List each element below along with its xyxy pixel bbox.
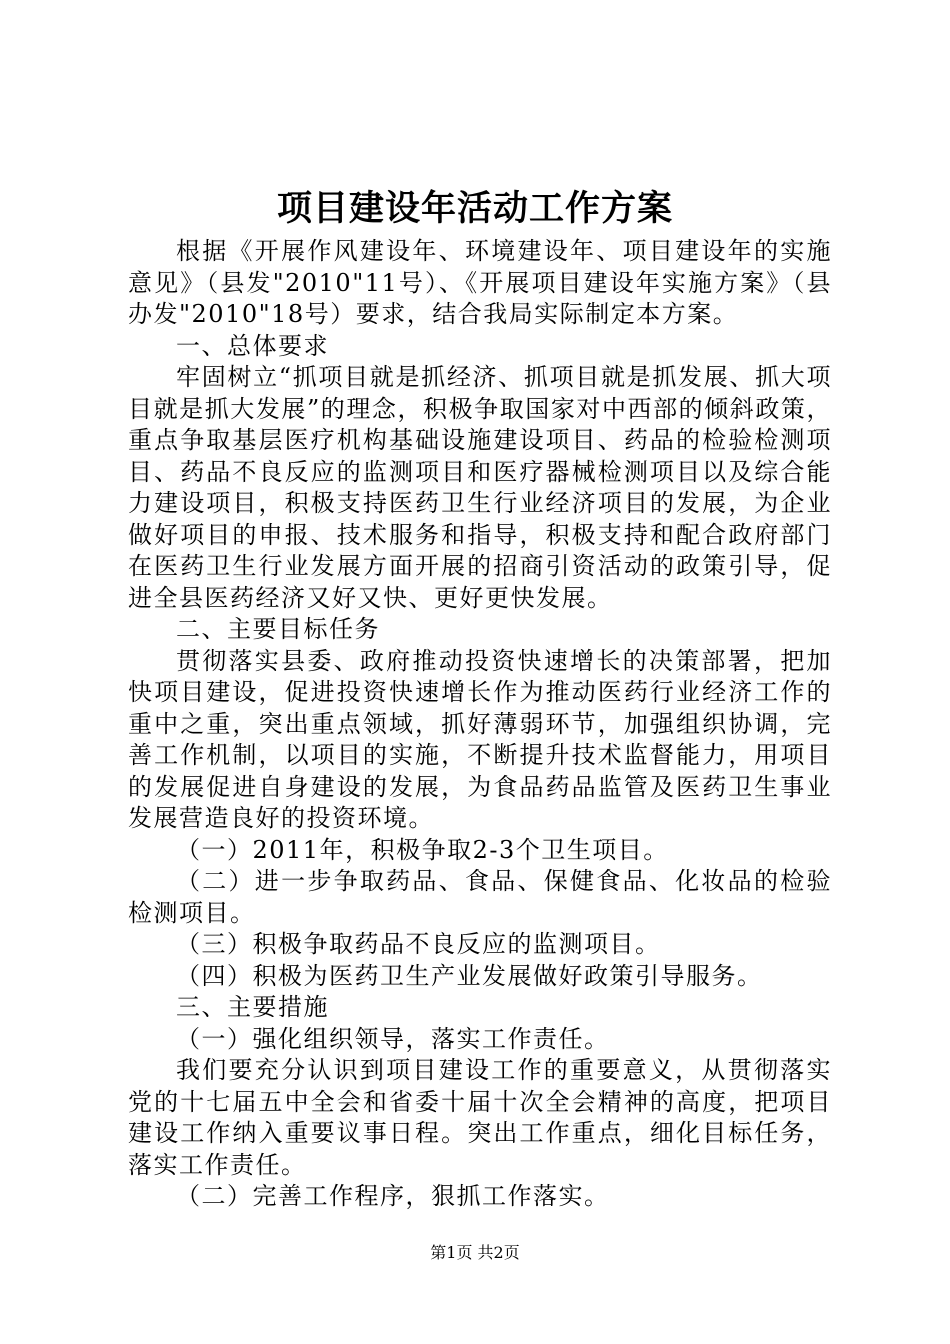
general-requirements-paragraph: 牢固树立“抓项目就是抓经济、抓项目就是抓发展、抓大项目就是抓大发展”的理念，积极争取国家对中西部的倾斜政策，重点争取基层医疗机构基础设施建设项目、药品的检验检测项目、药品不良反应的监测项目和医疗器械检测项目以及综合能力建设项目，积极支持医药卫生行业经济项目的发展，为企业做好项目的申报、技术服务和指导，积极支持和配合政府部门在医药卫生行业发展方面开展的招商引资活动的政策引导，促进全县医药经济又好又快、更好更快发展。 xyxy=(128,363,832,612)
measure-heading-1: （一）强化组织领导，落实工作责任。 xyxy=(176,1024,610,1053)
main-goals-paragraph: 贯彻落实县委、政府推动投资快速增长的决策部署，把加快项目建设，促进投资快速增长作为推动医药行业经济工作的重中之重，突出重点领域，抓好薄弱环节，加强组织协调，完善工作机制，以项目的实施，不断提升技术监督能力，用项目的发展促进自身建设的发展，为食品药品监管及医药卫生事业发展营造良好的投资环境。 xyxy=(128,646,832,832)
section-heading-main-measures: 三、主要措施 xyxy=(176,993,329,1021)
section-heading-main-goals: 二、主要目标任务 xyxy=(176,615,380,643)
page-number-footer: 第1页 共2页 xyxy=(430,1243,520,1262)
goal-item-1: （一）2011年，积极争取2-3个卫生项目。 xyxy=(176,835,669,864)
goal-item-2: （二）进一步争取药品、食品、保健食品、化妆品的检验检测项目。 xyxy=(128,867,832,927)
document-title: 项目建设年活动工作方案 xyxy=(276,188,673,229)
section-heading-general-requirements: 一、总体要求 xyxy=(176,331,329,360)
goal-item-3: （三）积极争取药品不良反应的监测项目。 xyxy=(176,930,661,958)
measure-paragraph-1: 我们要充分认识到项目建设工作的重要意义，从贯彻落实党的十七届五中全会和省委十届十次全会精神的高度，把项目建设工作纳入重要议事日程。突出工作重点，细化目标任务，落实工作责任。 xyxy=(128,1056,832,1179)
goal-item-4: （四）积极为医药卫生产业发展做好政策引导服务。 xyxy=(176,961,763,990)
intro-paragraph: 根据《开展作风建设年、环境建设年、项目建设年的实施意见》（县发"2010"11号）、《开展项目建设年实施方案》（县办发"2010"18号）要求，结合我局实际制定本方案。 xyxy=(128,237,832,328)
document-body xyxy=(128,236,832,1213)
measure-heading-2: （二）完善工作程序，狠抓工作落实。 xyxy=(176,1182,610,1210)
